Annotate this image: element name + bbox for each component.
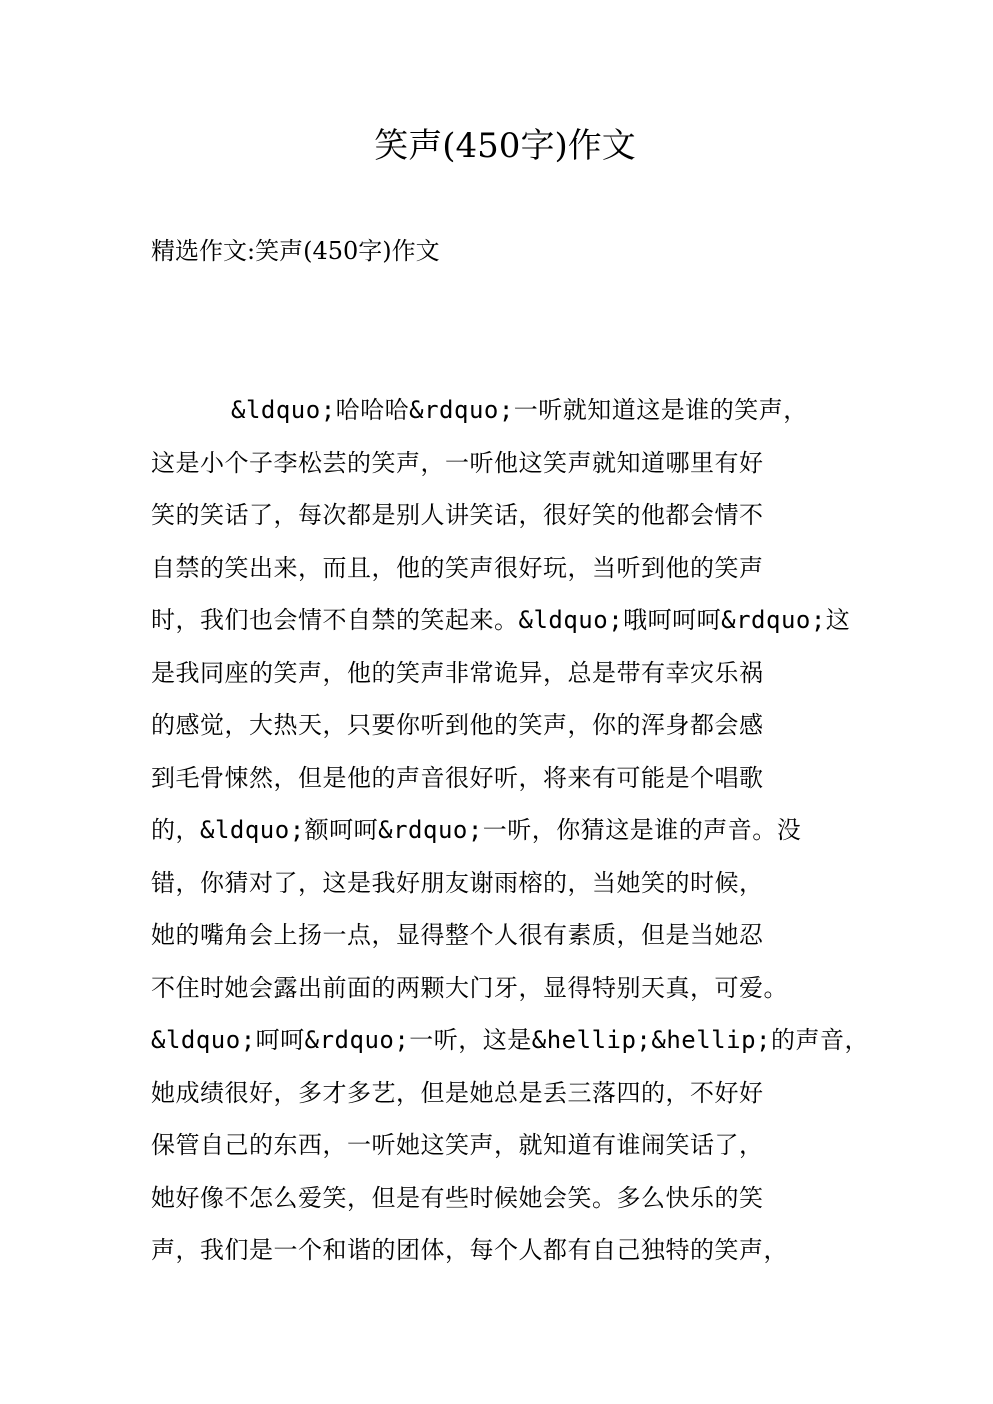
essay-line: 是我同座的笑声，他的笑声非常诡异，总是带有幸灾乐祸: [151, 658, 764, 687]
essay-line: 不住时她会露出前面的两颗大门牙，显得特别天真，可爱。: [151, 973, 788, 1002]
essay-line: 这是小个子李松芸的笑声，一听他这笑声就知道哪里有好: [151, 448, 764, 477]
essay-line: 错，你猜对了，这是我好朋友谢雨榕的，当她笑的时候，: [151, 868, 764, 897]
essay-line: 声，我们是一个和谐的团体，每个人都有自己独特的笑声，: [151, 1236, 788, 1264]
page-subtitle: 精选作文:笑声(450字)作文: [151, 237, 440, 265]
essay-line: &ldquo;呵呵&rdquo;一听，这是&hellip;&hellip;的声音，: [151, 1026, 869, 1054]
essay-body: [151, 386, 911, 1279]
essay-line: 她的嘴角会上扬一点，显得整个人很有素质，但是当她忍: [151, 921, 764, 949]
essay-line: &ldquo;哈哈哈&rdquo;一听就知道这是谁的笑声，: [231, 396, 808, 424]
essay-line: 她成绩很好，多才多艺，但是她总是丢三落四的，不好好: [151, 1078, 764, 1107]
essay-line: 她好像不怎么爱笑，但是有些时候她会笑。多么快乐的笑: [151, 1183, 764, 1212]
essay-line: 保管自己的东西，一听她这笑声，就知道有谁闹笑话了，: [151, 1131, 764, 1159]
essay-line: 时，我们也会情不自禁的笑起来。&ldquo;哦呵呵呵&rdquo;这: [151, 606, 851, 634]
essay-line: 自禁的笑出来，而且，他的笑声很好玩，当听到他的笑声: [151, 553, 764, 582]
essay-line: 的感觉，大热天，只要你听到他的笑声，你的浑身都会感: [151, 711, 764, 739]
essay-line: 笑的笑话了，每次都是别人讲笑话，很好笑的他都会情不: [151, 501, 764, 529]
essay-line: 到毛骨悚然，但是他的声音很好听，将来有可能是个唱歌: [151, 763, 764, 792]
essay-line: 的，&ldquo;额呵呵&rdquo;一听，你猜这是谁的声音。没: [151, 816, 802, 844]
page-title: 笑声(450字)作文: [374, 126, 636, 166]
